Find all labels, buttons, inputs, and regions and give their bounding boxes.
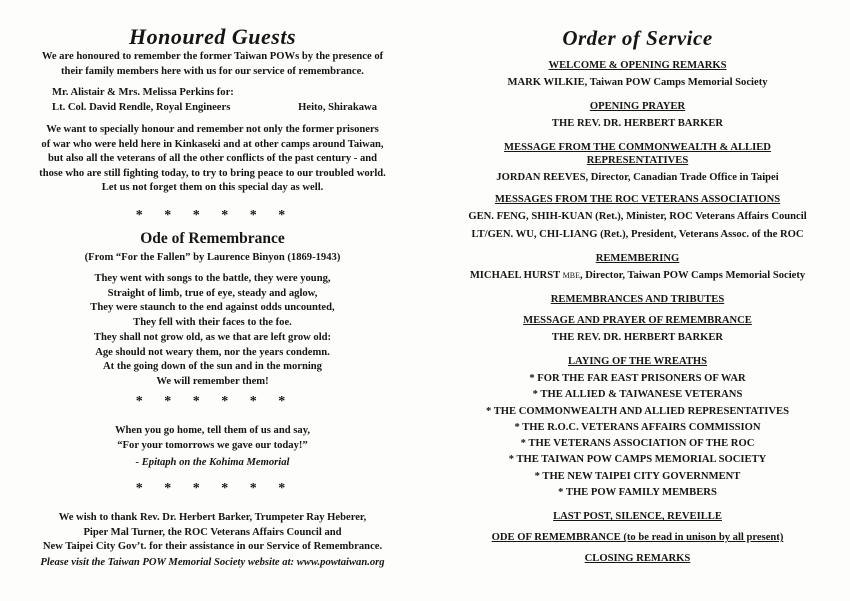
wreath-item: * THE COMMONWEALTH AND ALLIED REPRESENTATIVES — [485, 405, 790, 417]
guest-block — [52, 86, 377, 115]
ode-heading: ODE OF REMEMBRANCE (to be read in unison by all present) — [491, 532, 784, 544]
remembering-heading: REMEMBERING — [595, 253, 680, 264]
epitaph-source: - Epitaph on the Kohima Memorial — [135, 457, 290, 469]
verse-line: They went with songs to the battle, they were young, — [94, 273, 331, 284]
thanks-paragraph — [0, 511, 425, 555]
prayer-of-remembrance-speaker: THE REV. DR. HERBERT BARKER — [551, 332, 724, 343]
intro-line: We are honoured to remember the former Taiwan POWs by the presence of — [41, 51, 384, 62]
honour-line: Let us not forget them on this special day as well. — [101, 182, 324, 194]
star-divider: * * * * * * — [135, 394, 295, 409]
welcome-heading: WELCOME & OPENING REMARKS — [548, 60, 727, 71]
honour-line: those who are still fighting today, to try to bring peace to our troubled world. — [39, 167, 386, 179]
intro-paragraph — [20, 50, 405, 79]
guest-row — [52, 101, 377, 116]
honour-line: We want to specially honour and remember not only the former prisoners — [46, 124, 379, 135]
verse-line: They were staunch to the end against odds uncounted, — [90, 302, 335, 314]
remembering-rest: , Director, Taiwan POW Camps Memorial Society — [579, 270, 806, 281]
verse-line: Straight of limb, true of eye, steady and aglow, — [107, 287, 318, 299]
roc-speaker-1: GEN. FENG, SHIH-KUAN (Ret.), Minister, ROC Veterans Affairs Council — [468, 211, 807, 222]
verse-line: They fell with their faces to the foe. — [133, 316, 292, 328]
guest-name: Lt. Col. David Rendle, Royal Engineers — [52, 101, 231, 113]
commonwealth-heading-line2: REPRESENTATIVES — [586, 155, 689, 166]
thanks-line: We wish to thank Rev. Dr. Herbert Barker, Trumpeter Ray Heberer, — [58, 512, 367, 523]
welcome-speaker: MARK WILKIE, Taiwan POW Camps Memorial Society — [507, 77, 768, 88]
ode-title: Ode of Remembrance — [140, 230, 285, 247]
wreaths-list — [425, 371, 850, 501]
wreath-item: * THE VETERANS ASSOCIATION OF THE ROC — [520, 438, 755, 450]
order-of-service-title: Order of Service — [562, 26, 713, 50]
verse-line: At the going down of the sun and in the morning — [103, 361, 322, 373]
website-note: Please visit the Taiwan POW Memorial Society website at: www.powtaiwan.org — [40, 557, 385, 568]
epitaph — [0, 424, 425, 471]
thanks-line: Piper Mal Turner, the ROC Veterans Affairs Council and — [83, 526, 342, 538]
roc-heading: MESSAGES FROM THE ROC VETERANS ASSOCIATIONS — [494, 194, 781, 205]
tributes-heading: REMEMBRANCES AND TRIBUTES — [550, 294, 725, 305]
commonwealth-speaker: JORDAN REEVES, Director, Canadian Trade Office in Taipei — [496, 172, 779, 183]
honour-line: of war who were held here in Kinkaseki and at other camps around Taiwan, — [41, 138, 384, 150]
wreaths-heading: LAYING OF THE WREATHS — [567, 356, 708, 367]
wreath-item: * THE NEW TAIPEI CITY GOVERNMENT — [534, 470, 741, 482]
epitaph-line: When you go home, tell them of us and say, — [114, 425, 311, 436]
wreath-item: * THE R.O.C. VETERANS AFFAIRS COMMISSION — [514, 421, 761, 433]
verse-line: Age should not weary them, nor the years condemn. — [95, 346, 330, 358]
star-divider: * * * * * * — [135, 208, 295, 223]
roc-speaker-2: LT/GEN. WU, CHI-LIANG (Ret.), President, Veterans Assoc. of the ROC — [471, 229, 804, 240]
honoured-guests-title: Honoured Guests — [128, 24, 297, 49]
star-divider: * * * * * * — [135, 481, 295, 496]
verse-line: We will remember them! — [156, 375, 269, 387]
guest-for: Mr. Alistair & Mrs. Melissa Perkins for: — [52, 87, 234, 98]
intro-line: their family members here with us for our service of remembrance. — [61, 65, 364, 77]
wreath-item: * THE ALLIED & TAIWANESE VETERANS — [532, 389, 743, 401]
service-order — [425, 59, 850, 565]
wreath-item: * FOR THE FAR EAST PRISONERS OF WAR — [529, 373, 746, 384]
prayer-of-remembrance-heading: MESSAGE AND PRAYER OF REMEMBRANCE — [523, 315, 752, 326]
opening-prayer-speaker: THE REV. DR. HERBERT BARKER — [551, 118, 724, 129]
right-page — [425, 0, 850, 601]
remembering-name: MICHAEL HURST — [469, 270, 560, 281]
remembering-speaker — [425, 269, 850, 282]
wreath-item: * THE TAIWAN POW CAMPS MEMORIAL SOCIETY — [508, 454, 767, 466]
ode-verse-2 — [0, 331, 425, 389]
closing-remarks-heading: CLOSING REMARKS — [584, 553, 691, 565]
epitaph-line: “For your tomorrows we gave our today!” — [117, 439, 308, 451]
guest-camp: Heito, Shirakawa — [298, 101, 377, 113]
verse-line: They shall not grow old, as we that are left grow old: — [93, 332, 332, 343]
honour-line: but also all the veterans of all the other conflicts of the past century - and — [47, 153, 378, 165]
opening-prayer-heading: OPENING PRAYER — [589, 101, 686, 112]
commonwealth-heading-line1: MESSAGE FROM THE COMMONWEALTH & ALLIED — [504, 142, 771, 153]
honour-paragraph — [10, 123, 415, 196]
remembering-mbe: MBE — [562, 271, 580, 280]
last-post-heading: LAST POST, SILENCE, REVEILLE — [553, 511, 722, 523]
thanks-line: New Taipei City Gov’t. for their assistance in our Service of Remembrance. — [42, 541, 383, 553]
ode-verse-1 — [0, 272, 425, 330]
wreath-item: * THE POW FAMILY MEMBERS — [558, 487, 717, 499]
ode-source: (From “For the Fallen” by Laurence Binyon (1869-1943) — [84, 252, 341, 263]
